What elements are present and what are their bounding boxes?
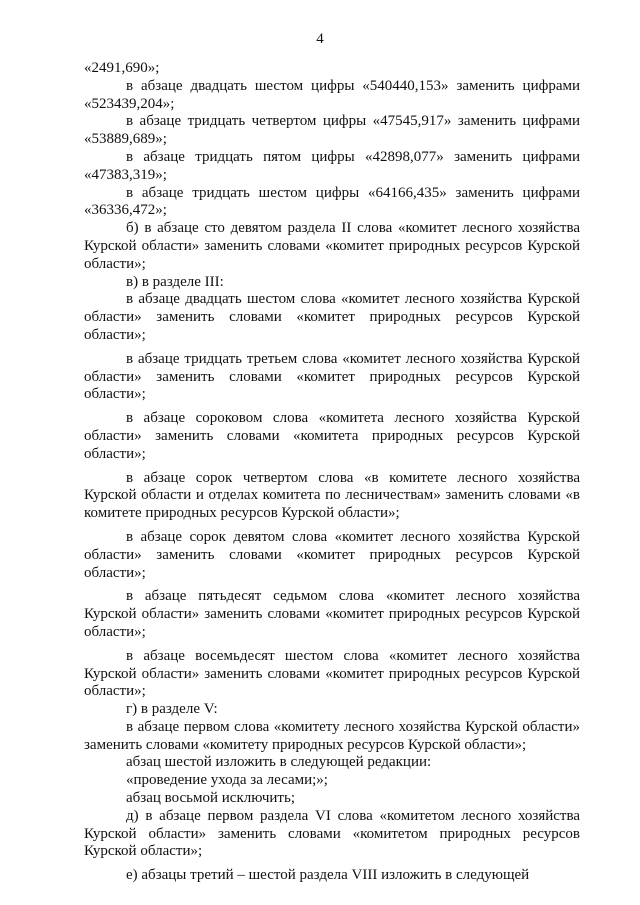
paragraph-18: абзац восьмой исключить; [126, 790, 295, 807]
paragraph-3: в абзаце тридцать пятом цифры «42898,077» заменить цифрами «47383,319»; [84, 148, 580, 183]
paragraph-17: «проведение ухода за лесами;»; [126, 772, 328, 789]
paragraph-10: в абзаце сорок четвертом слова «в комитете лесного хозяйства Курской области и отделах комитета по лесничествам» заменить словами «в комитете природных ресурсов Курской области»; [84, 469, 580, 522]
paragraph-8: в абзаце тридцать третьем слова «комитет лесного хозяйства Курской области» заменить словами «комитет природных ресурсов Курской области»; [84, 350, 580, 403]
paragraph-11: в абзаце сорок девятом слова «комитет лесного хозяйства Курской области» заменить словами «комитет природных ресурсов Курской области»; [84, 528, 580, 581]
paragraph-19: д) в абзаце первом раздела VI слова «комитетом лесного хозяйства Курской области» заменить словами «комитетом природных ресурсов Курской области»; [84, 807, 580, 860]
paragraph-1: в абзаце двадцать шестом цифры «540440,153» заменить цифрами «523439,204»; [84, 77, 580, 112]
page-number: 4 [316, 31, 324, 47]
paragraph-6: в) в разделе III: [126, 273, 224, 290]
paragraph-2: в абзаце тридцать четвертом цифры «47545,917» заменить цифрами «53889,689»; [84, 113, 580, 148]
paragraph-20: е) абзацы третий – шестой раздела VIII изложить в следующей [126, 867, 530, 884]
paragraph-5: б) в абзаце сто девятом раздела II слова «комитет лесного хозяйства Курской области» заменить словами «комитет природных ресурсов Курской области»; [84, 220, 580, 272]
document-body [84, 60, 580, 885]
paragraph-7: в абзаце двадцать шестом слова «комитет лесного хозяйства Курской области» заменить словами «комитет природных ресурсов Курской области»; [84, 291, 580, 343]
paragraph-13: в абзаце восемьдесят шестом слова «комитет лесного хозяйства Курской области» заменить словами «комитет природных ресурсов Курской области»; [84, 647, 580, 700]
paragraph-4: в абзаце тридцать шестом цифры «64166,435» заменить цифрами «36336,472»; [84, 184, 580, 219]
paragraph-0: «2491,690»; [84, 60, 160, 76]
paragraph-14: г) в разделе V: [126, 701, 218, 718]
paragraph-15: в абзаце первом слова «комитету лесного хозяйства Курской области» заменить словами «комитету природных ресурсов Курской области»; [84, 718, 580, 753]
paragraph-12: в абзаце пятьдесят седьмом слова «комитет лесного хозяйства Курской области» заменить словами «комитет природных ресурсов Курской области»; [84, 588, 580, 640]
paragraph-9: в абзаце сороковом слова «комитета лесного хозяйства Курской области» заменить словами «комитета природных ресурсов Курской области»; [84, 410, 580, 462]
paragraph-16: абзац шестой изложить в следующей редакции: [126, 754, 432, 771]
